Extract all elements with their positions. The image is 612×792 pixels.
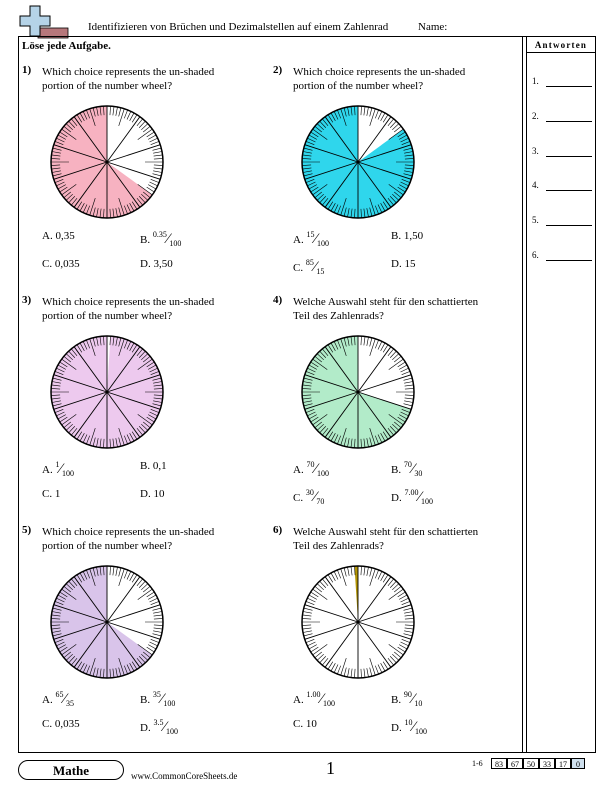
- score-box: 17: [555, 758, 571, 769]
- question-number: 5): [22, 524, 32, 536]
- choice-label: D.: [140, 488, 154, 500]
- choice-label: B.: [391, 694, 404, 706]
- fraction-numerator: 70: [306, 460, 315, 469]
- answer-choice[interactable]: [293, 258, 324, 276]
- plus-logo-icon: [18, 4, 70, 40]
- fraction-slash: ⁄: [166, 231, 170, 247]
- choice-value: 10: [305, 718, 317, 730]
- fraction-numerator: 1: [55, 460, 60, 469]
- answer-choice[interactable]: [140, 488, 164, 500]
- instructions: Löse jede Aufgabe.: [22, 40, 111, 52]
- fraction-denominator: 100: [322, 699, 335, 708]
- choice-value: 0,035: [54, 258, 80, 270]
- answer-choice[interactable]: [391, 718, 427, 736]
- fraction-denominator: 100: [420, 497, 433, 506]
- fraction-slash: ⁄: [59, 461, 62, 477]
- question-text: Which choice represents the un-shaded portion of the number wheel?: [42, 66, 215, 92]
- answer-number: 5.: [532, 215, 539, 225]
- answer-choice[interactable]: [42, 230, 75, 242]
- fraction-slash: ⁄: [412, 719, 415, 735]
- question-text: Welche Auswahl steht für den schattierten Teil des Zahlenrads?: [293, 526, 479, 552]
- answer-choice[interactable]: [293, 718, 317, 730]
- fraction-slash: ⁄: [314, 461, 317, 477]
- choice-label: A.: [293, 234, 307, 246]
- answer-line[interactable]: [532, 111, 592, 123]
- answer-choice[interactable]: [293, 690, 335, 708]
- number-wheel: [47, 102, 167, 222]
- choice-label: C.: [42, 488, 55, 500]
- number-wheel: [47, 562, 167, 682]
- fraction-slash: ⁄: [313, 259, 317, 275]
- name-label: Name:: [418, 21, 448, 33]
- choice-label: C.: [293, 492, 306, 504]
- choice-value: 10: [153, 488, 165, 500]
- question-number: 2): [273, 64, 283, 76]
- fraction-denominator: 30: [414, 469, 423, 478]
- fraction-denominator: 100: [163, 699, 176, 708]
- fraction-slash: ⁄: [314, 231, 317, 247]
- choice-label: B.: [140, 460, 153, 472]
- frame-left-border: [18, 36, 19, 752]
- answer-choice[interactable]: [391, 488, 433, 506]
- answer-choice[interactable]: [140, 690, 175, 708]
- question-text: Which choice represents the un-shaded portion of the number wheel?: [293, 66, 466, 92]
- answer-number: 6.: [532, 250, 539, 260]
- choice-label: D.: [391, 722, 405, 734]
- fraction-denominator: 70: [316, 497, 325, 506]
- choice-value: 0,35: [55, 230, 75, 242]
- score-box: 83: [491, 758, 507, 769]
- question-text: Which choice represents the un-shaded portion of the number wheel?: [42, 526, 215, 552]
- choice-value: 15: [404, 258, 416, 270]
- number-wheel: [298, 562, 418, 682]
- choice-value: 3,50: [153, 258, 173, 270]
- choice-label: A.: [293, 694, 307, 706]
- fraction-numerator: 7.00: [404, 488, 419, 497]
- choice-label: A.: [42, 464, 56, 476]
- fraction-denominator: 10: [414, 699, 423, 708]
- answer-choice[interactable]: [293, 488, 324, 506]
- choice-value: 1,50: [403, 230, 424, 242]
- frame-divider: [522, 36, 523, 752]
- fraction-numerator: 30: [305, 488, 314, 497]
- fraction-denominator: 100: [169, 239, 182, 248]
- score-box: 50: [523, 758, 539, 769]
- choice-label: A.: [42, 694, 56, 706]
- question-text: Welche Auswahl steht für den schattierten Teil des Zahlenrads?: [293, 296, 479, 322]
- score-box: 0: [571, 758, 585, 769]
- question-number: 1): [22, 64, 32, 76]
- fraction-slash: ⁄: [418, 489, 421, 505]
- fraction-slash: ⁄: [411, 461, 415, 477]
- answer-choice[interactable]: [391, 258, 415, 270]
- fraction-numerator: 1.00: [306, 690, 321, 699]
- fraction-numerator: 90: [403, 690, 412, 699]
- answers-title: Antworten: [534, 40, 588, 50]
- choice-label: D.: [391, 492, 405, 504]
- subject-badge: Mathe: [18, 760, 124, 780]
- fraction-denominator: 100: [316, 239, 329, 248]
- fraction-slash: ⁄: [160, 691, 164, 707]
- fraction-slash: ⁄: [411, 691, 415, 707]
- choice-value: 0,035: [54, 718, 80, 730]
- fraction-numerator: 65: [55, 690, 64, 699]
- choice-label: C.: [293, 262, 306, 274]
- answer-choice[interactable]: [140, 230, 181, 248]
- page-title: Identifizieren von Brüchen und Dezimalstellen auf einem Zahlenrad: [88, 21, 389, 33]
- answer-choice[interactable]: [140, 718, 178, 736]
- answer-choice[interactable]: [293, 230, 329, 248]
- answer-line[interactable]: [532, 146, 592, 158]
- fraction-numerator: 15: [306, 230, 315, 239]
- answer-number: 2.: [532, 111, 539, 121]
- frame-bottom-border: [18, 752, 596, 753]
- page-number: 1: [326, 758, 335, 778]
- answer-number: 3.: [532, 146, 539, 156]
- fraction-denominator: 35: [65, 699, 74, 708]
- fraction-slash: ⁄: [313, 489, 317, 505]
- choice-label: A.: [293, 464, 307, 476]
- answer-choice[interactable]: [42, 488, 60, 500]
- frame-divider: [526, 36, 527, 752]
- choice-label: A.: [42, 230, 56, 242]
- fraction-numerator: 85: [305, 258, 314, 267]
- fraction-numerator: 0.35: [152, 230, 167, 239]
- answer-choice[interactable]: [42, 718, 80, 730]
- number-wheel: [298, 332, 418, 452]
- header-divider: [18, 36, 596, 37]
- choice-label: C.: [293, 718, 306, 730]
- choice-label: B.: [140, 694, 153, 706]
- answer-number: 1.: [532, 76, 539, 86]
- fraction-numerator: 70: [403, 460, 412, 469]
- answer-choice[interactable]: [391, 690, 422, 708]
- website-link[interactable]: www.CommonCoreSheets.de: [131, 771, 238, 781]
- answer-number: 4.: [532, 180, 539, 190]
- answer-choice[interactable]: [140, 258, 173, 270]
- choice-value: 1: [54, 488, 61, 500]
- score-box: 33: [539, 758, 555, 769]
- choice-label: D.: [391, 258, 405, 270]
- fraction-slash: ⁄: [320, 691, 323, 707]
- answer-choice[interactable]: [42, 460, 74, 478]
- fraction-denominator: 100: [316, 469, 329, 478]
- fraction-numerator: 3.5: [153, 718, 164, 727]
- choice-label: D.: [140, 722, 154, 734]
- answer-choice[interactable]: [293, 460, 329, 478]
- answers-divider: [527, 52, 595, 53]
- fraction-denominator: 100: [165, 727, 178, 736]
- choice-label: B.: [140, 234, 153, 246]
- fraction-denominator: 100: [61, 469, 74, 478]
- number-wheel: [298, 102, 418, 222]
- choice-label: C.: [42, 718, 55, 730]
- question-number: 3): [22, 294, 32, 306]
- choice-value: 0,1: [152, 460, 167, 472]
- fraction-slash: ⁄: [63, 691, 66, 707]
- answer-choice[interactable]: [391, 230, 423, 242]
- choice-label: D.: [140, 258, 154, 270]
- number-wheel: [47, 332, 167, 452]
- fraction-numerator: 35: [152, 690, 161, 699]
- answer-line[interactable]: [532, 215, 592, 227]
- question-text: Which choice represents the un-shaded portion of the number wheel?: [42, 296, 215, 322]
- fraction-slash: ⁄: [163, 719, 166, 735]
- answer-choice[interactable]: [42, 258, 80, 270]
- score-box: 67: [507, 758, 523, 769]
- choice-label: B.: [391, 464, 404, 476]
- answer-choice[interactable]: [391, 460, 422, 478]
- score-range-label: 1-6: [472, 759, 483, 768]
- choice-label: C.: [42, 258, 55, 270]
- question-number: 6): [273, 524, 283, 536]
- fraction-denominator: 100: [414, 727, 427, 736]
- answer-choice[interactable]: [42, 690, 74, 708]
- answer-choice[interactable]: [140, 460, 167, 472]
- answer-line[interactable]: [532, 180, 592, 192]
- answer-line[interactable]: [532, 76, 592, 88]
- question-number: 4): [273, 294, 283, 306]
- fraction-numerator: 10: [404, 718, 413, 727]
- fraction-denominator: 15: [316, 267, 325, 276]
- frame-right-border: [595, 36, 596, 752]
- answer-line[interactable]: [532, 250, 592, 262]
- choice-label: B.: [391, 230, 404, 242]
